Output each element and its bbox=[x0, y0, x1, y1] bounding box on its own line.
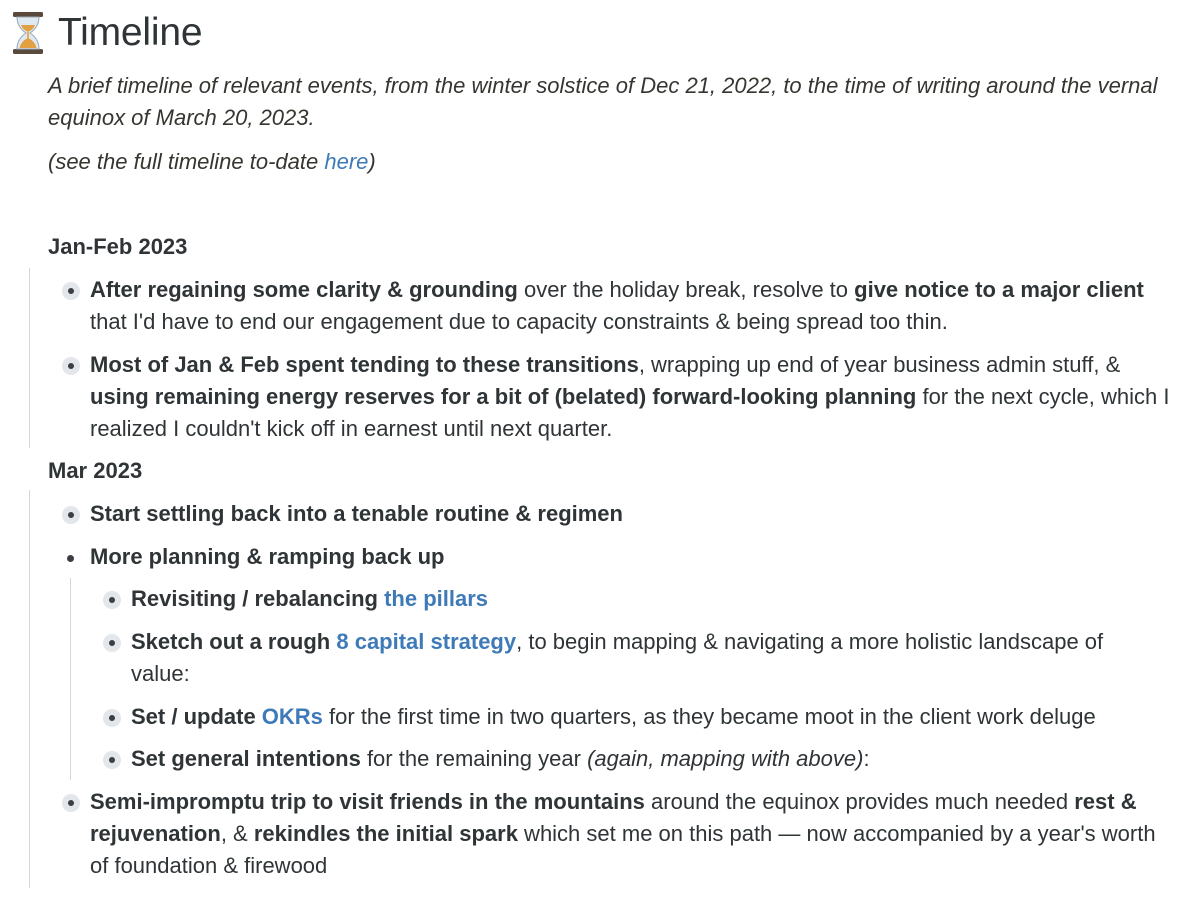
toggle-bullet[interactable] bbox=[103, 751, 121, 769]
here-link[interactable]: here bbox=[324, 149, 369, 174]
hourglass-icon bbox=[10, 11, 46, 55]
list-item: Set general intentions for the remaining year (again, mapping with above): bbox=[131, 746, 870, 771]
list-item: Most of Jan & Feb spent tending to these transitions, wrapping up end of year business admin stuff, & using remaining energy reserves for a bit of (belated) forward-looking planning for the next cycle, which I realized I couldn't kick off in earnest until next quarter. bbox=[90, 352, 1170, 441]
pillars-link[interactable]: the pillars bbox=[384, 586, 488, 611]
toggle-bullet[interactable] bbox=[103, 709, 121, 727]
section-heading-mar: Mar 2023 bbox=[48, 458, 143, 483]
nested-rail bbox=[70, 578, 71, 780]
section-rail bbox=[29, 268, 30, 448]
toggle-bullet[interactable] bbox=[62, 282, 80, 300]
list-item: Set / update OKRs for the first time in two quarters, as they became moot in the client work deluge bbox=[131, 704, 1096, 729]
capital-strategy-link[interactable]: 8 capital strategy bbox=[336, 629, 517, 654]
list-item: After regaining some clarity & grounding over the holiday break, resolve to give notice to a major client that I'd have to end our engagement due to capacity constraints & being spread too thin. bbox=[90, 277, 1144, 334]
list-item: Semi-impromptu trip to visit friends in the mountains around the equinox provides much needed rest & rejuvenation, & rekindles the initial spark which set me on this path — now accompanied by a year's worth of foundation & firewood bbox=[90, 789, 1156, 878]
toggle-bullet[interactable] bbox=[103, 591, 121, 609]
okrs-link[interactable]: OKRs bbox=[261, 704, 323, 729]
list-item: Start settling back into a tenable routine & regimen bbox=[90, 501, 623, 526]
list-item: Revisiting / rebalancing the pillars bbox=[131, 586, 488, 611]
see-prefix: (see the full timeline to-date bbox=[48, 149, 325, 174]
toggle-bullet[interactable] bbox=[62, 794, 80, 812]
section-heading-jan-feb: Jan-Feb 2023 bbox=[48, 234, 188, 259]
toggle-bullet[interactable] bbox=[103, 634, 121, 652]
section-rail bbox=[29, 490, 30, 888]
list-item: More planning & ramping back up bbox=[90, 544, 445, 569]
see-suffix: ) bbox=[368, 149, 376, 174]
title-text: Timeline bbox=[58, 11, 203, 54]
bullet bbox=[62, 549, 80, 567]
toggle-bullet[interactable] bbox=[62, 506, 80, 524]
intro-text: A brief timeline of relevant events, from the winter solstice of Dec 21, 2022, to the time of writing around the vernal equinox of March 20, 2023. bbox=[48, 73, 1158, 130]
see-full-timeline bbox=[48, 146, 376, 178]
page-title bbox=[10, 8, 202, 58]
toggle-bullet[interactable] bbox=[62, 357, 80, 375]
list-item: Sketch out a rough 8 capital strategy, to begin mapping & navigating a more holistic landscape of value: bbox=[131, 629, 1104, 686]
